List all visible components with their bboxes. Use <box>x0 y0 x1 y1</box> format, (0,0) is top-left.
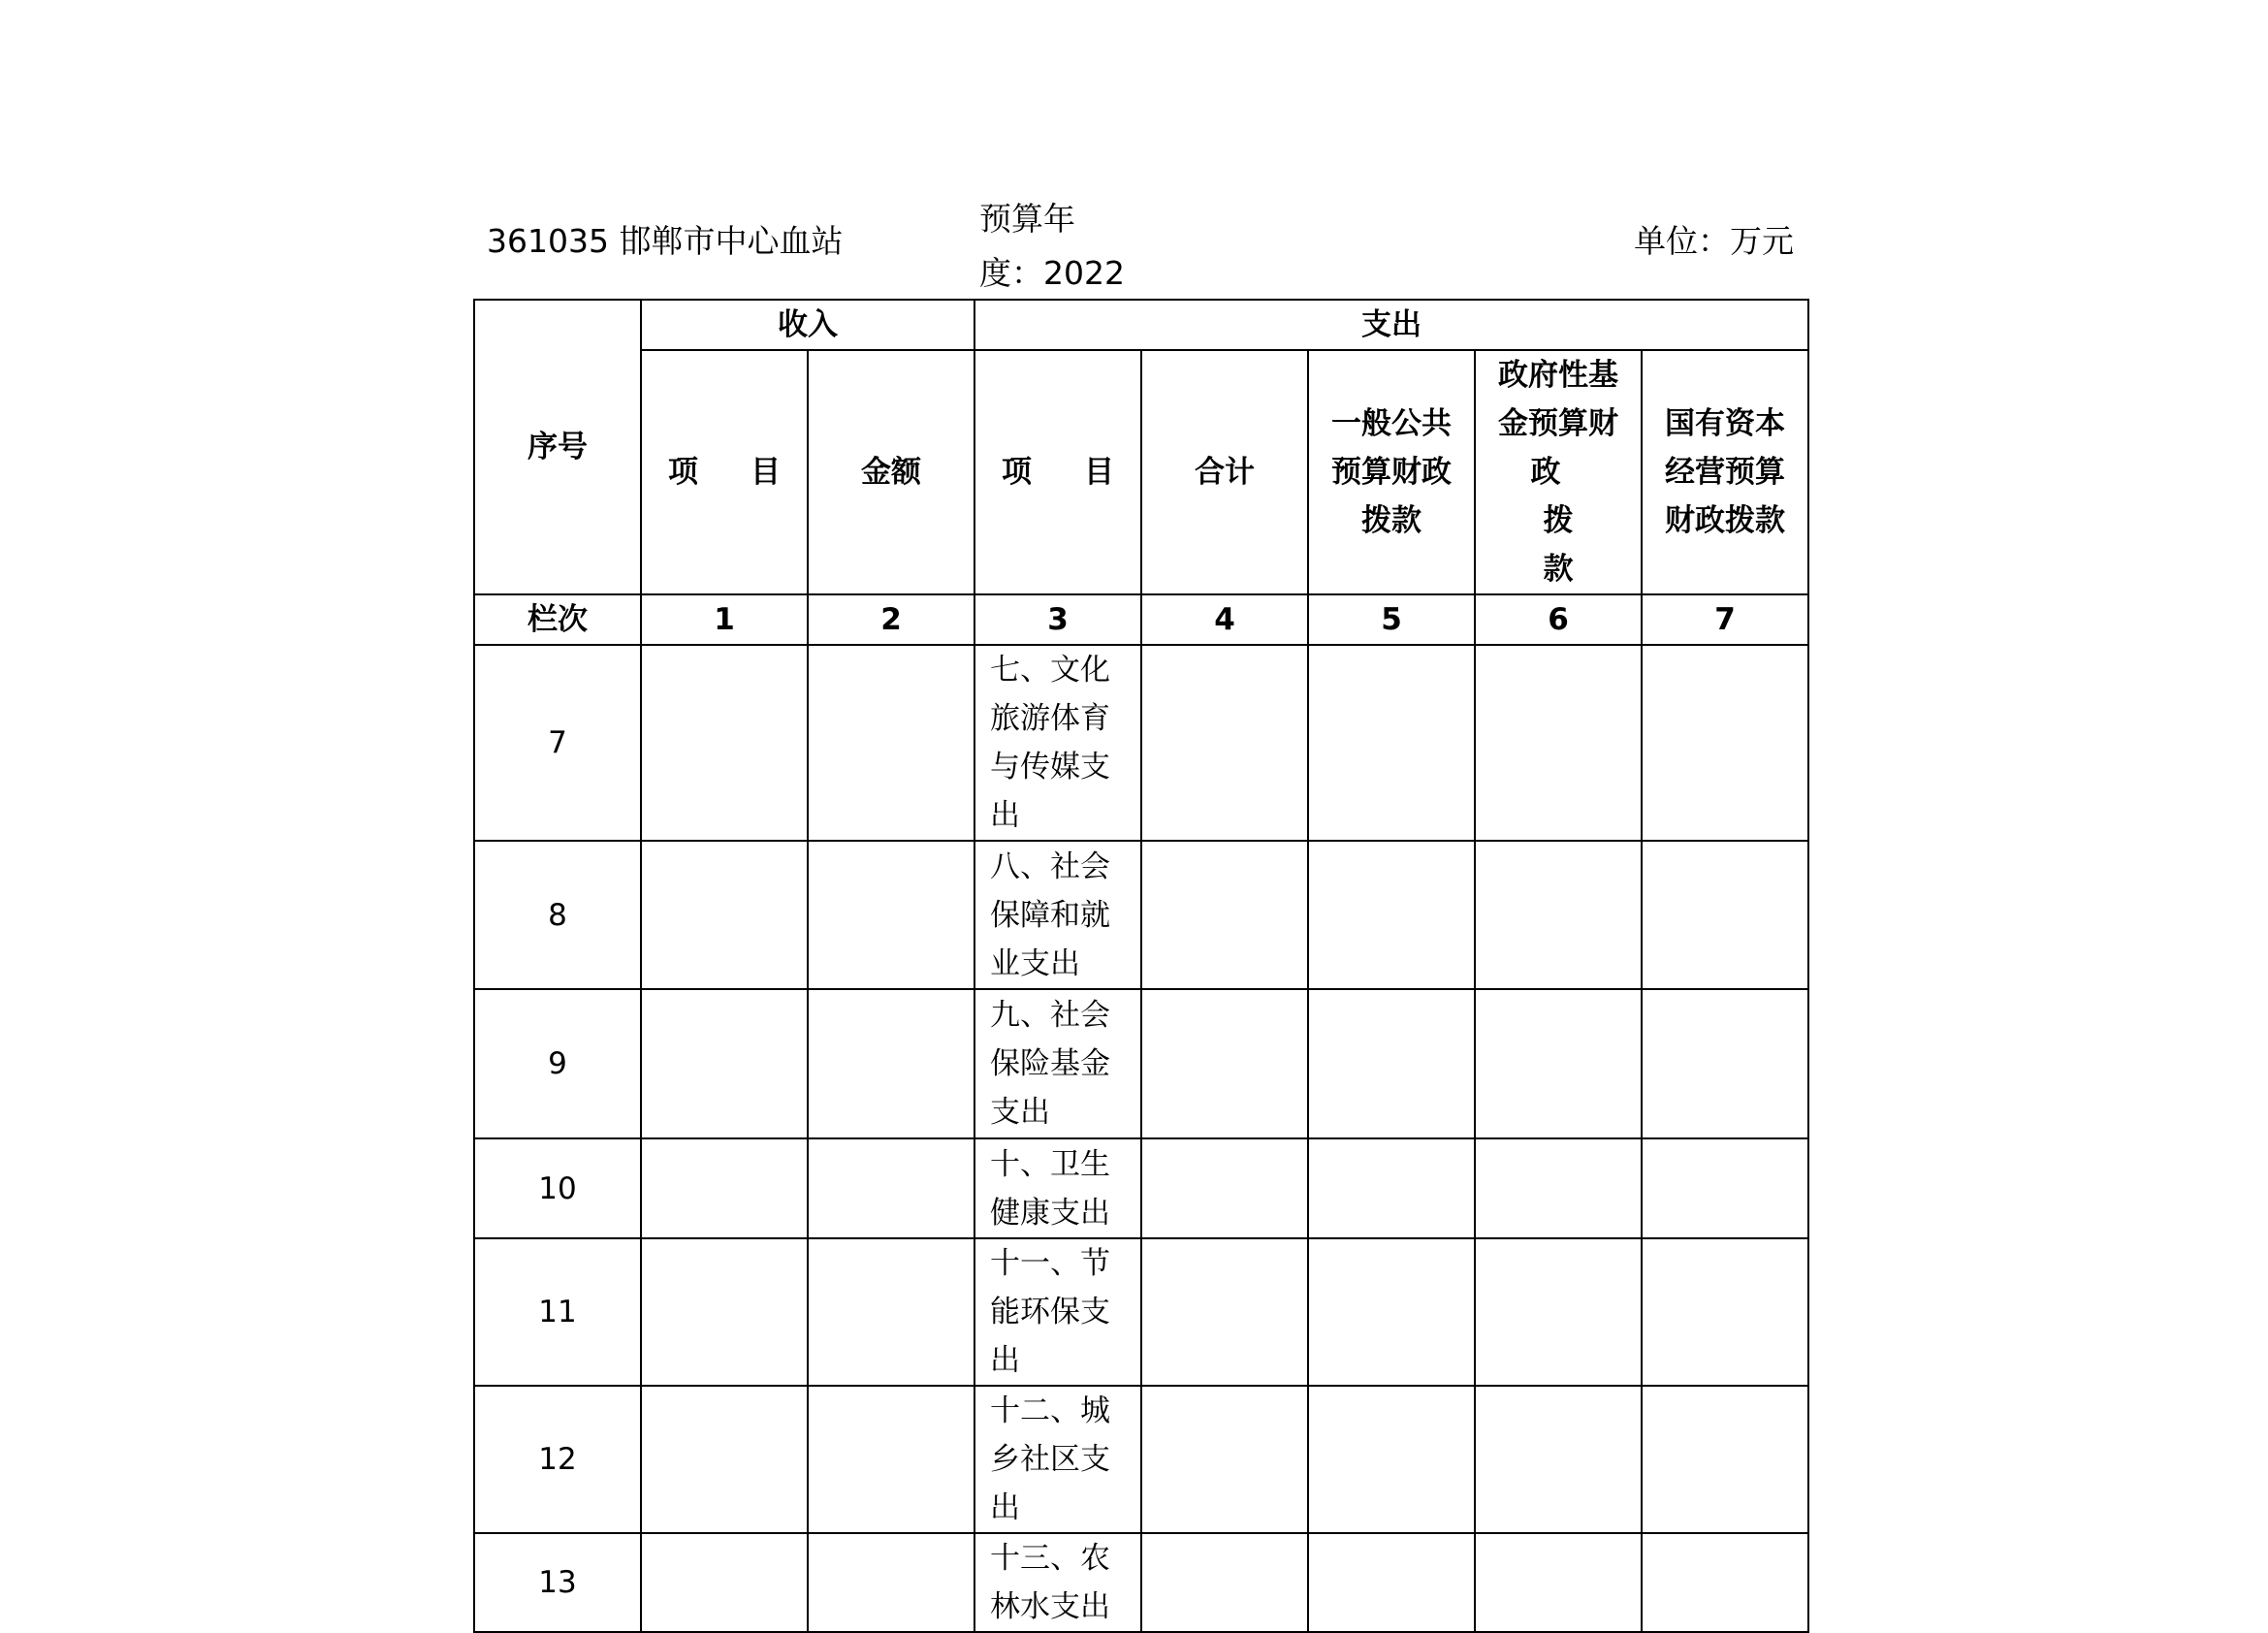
header-expense-group: 支出 <box>974 300 1808 350</box>
expense-total-cell <box>1141 1533 1308 1632</box>
state-capital-cell <box>1642 1238 1808 1386</box>
income-amount-cell <box>808 989 974 1138</box>
expense-total-cell <box>1141 989 1308 1138</box>
page-header <box>0 0 2268 301</box>
header-row-columns <box>474 350 1808 594</box>
gov-fund-cell <box>1475 645 1642 841</box>
income-amount-cell <box>808 1238 974 1386</box>
header-gov-fund-line-a: 政府性基金预算财 <box>1498 358 1618 441</box>
income-amount-cell <box>808 645 974 841</box>
table-row <box>474 1238 1808 1386</box>
header-income-amount: 金额 <box>808 350 974 594</box>
expense-total-cell <box>1141 1238 1308 1386</box>
row-seq: 7 <box>474 645 641 841</box>
expense-item-cell: 十一、节能环保支出 <box>974 1238 1141 1386</box>
row-seq: 11 <box>474 1238 641 1386</box>
header-gov-fund-line-c: 款 <box>1543 552 1574 587</box>
unit-code-name: 361035 邯郸市中心血站 <box>487 222 844 260</box>
expense-total-cell <box>1141 841 1308 989</box>
budget-table <box>473 299 1809 1633</box>
general-budget-cell <box>1308 645 1475 841</box>
expense-item-cell: 十三、农林水支出 <box>974 1533 1141 1632</box>
gov-fund-cell <box>1475 1386 1642 1533</box>
header-state-capital: 国有资本经营预算财政拨款 <box>1642 350 1808 594</box>
column-index-7: 7 <box>1642 594 1808 645</box>
column-index-row <box>474 594 1808 645</box>
expense-item-cell: 九、社会保险基金支出 <box>974 989 1141 1138</box>
expense-total-cell <box>1141 1138 1308 1238</box>
income-item-cell <box>641 1386 808 1533</box>
header-general-budget: 一般公共预算财政拨款 <box>1308 350 1475 594</box>
budget-year-line1: 预算年 <box>979 200 1075 238</box>
state-capital-cell <box>1642 841 1808 989</box>
state-capital-cell <box>1642 1138 1808 1238</box>
income-amount-cell <box>808 841 974 989</box>
row-seq: 12 <box>474 1386 641 1533</box>
expense-item-cell: 十二、城乡社区支出 <box>974 1386 1141 1533</box>
income-amount-cell <box>808 1533 974 1632</box>
income-item-cell <box>641 1238 808 1386</box>
column-index-3: 3 <box>974 594 1141 645</box>
general-budget-cell <box>1308 1533 1475 1632</box>
general-budget-cell <box>1308 1238 1475 1386</box>
income-amount-cell <box>808 1386 974 1533</box>
currency-unit: 单位：万元 <box>1634 222 1794 260</box>
row-seq: 10 <box>474 1138 641 1238</box>
income-item-cell <box>641 1138 808 1238</box>
column-index-4: 4 <box>1141 594 1308 645</box>
column-index-5: 5 <box>1308 594 1475 645</box>
gov-fund-cell <box>1475 989 1642 1138</box>
state-capital-cell <box>1642 645 1808 841</box>
row-seq: 8 <box>474 841 641 989</box>
general-budget-cell <box>1308 1386 1475 1533</box>
header-expense-total: 合计 <box>1141 350 1308 594</box>
header-gov-fund-line-b: 政 拨 <box>1530 455 1599 538</box>
table-row <box>474 1533 1808 1632</box>
income-item-cell <box>641 1533 808 1632</box>
state-capital-cell <box>1642 1386 1808 1533</box>
row-seq: 13 <box>474 1533 641 1632</box>
budget-year <box>979 192 1134 301</box>
expense-item-cell: 十、卫生健康支出 <box>974 1138 1141 1238</box>
row-seq: 9 <box>474 989 641 1138</box>
table-row <box>474 645 1808 841</box>
header-income-item: 项 目 <box>641 350 808 594</box>
gov-fund-cell <box>1475 1533 1642 1632</box>
header-seq: 序号 <box>474 300 641 594</box>
header-row-groups <box>474 300 1808 350</box>
table-row <box>474 841 1808 989</box>
income-amount-cell <box>808 1138 974 1238</box>
table-row <box>474 989 1808 1138</box>
expense-total-cell <box>1141 1386 1308 1533</box>
state-capital-cell <box>1642 1533 1808 1632</box>
gov-fund-cell <box>1475 1238 1642 1386</box>
table-row <box>474 1386 1808 1533</box>
gov-fund-cell <box>1475 1138 1642 1238</box>
column-index-6: 6 <box>1475 594 1642 645</box>
income-item-cell <box>641 841 808 989</box>
gov-fund-cell <box>1475 841 1642 989</box>
column-index-2: 2 <box>808 594 974 645</box>
expense-item-cell: 七、文化旅游体育与传媒支出 <box>974 645 1141 841</box>
income-item-cell <box>641 645 808 841</box>
column-index-label: 栏次 <box>474 594 641 645</box>
header-gov-fund <box>1475 350 1642 594</box>
general-budget-cell <box>1308 989 1475 1138</box>
header-income-group: 收入 <box>641 300 974 350</box>
income-item-cell <box>641 989 808 1138</box>
expense-item-cell: 八、社会保障和就业支出 <box>974 841 1141 989</box>
column-index-1: 1 <box>641 594 808 645</box>
expense-total-cell <box>1141 645 1308 841</box>
budget-year-line2: 度：2022 <box>979 254 1125 292</box>
state-capital-cell <box>1642 989 1808 1138</box>
general-budget-cell <box>1308 841 1475 989</box>
header-expense-item: 项 目 <box>974 350 1141 594</box>
general-budget-cell <box>1308 1138 1475 1238</box>
table-row <box>474 1138 1808 1238</box>
